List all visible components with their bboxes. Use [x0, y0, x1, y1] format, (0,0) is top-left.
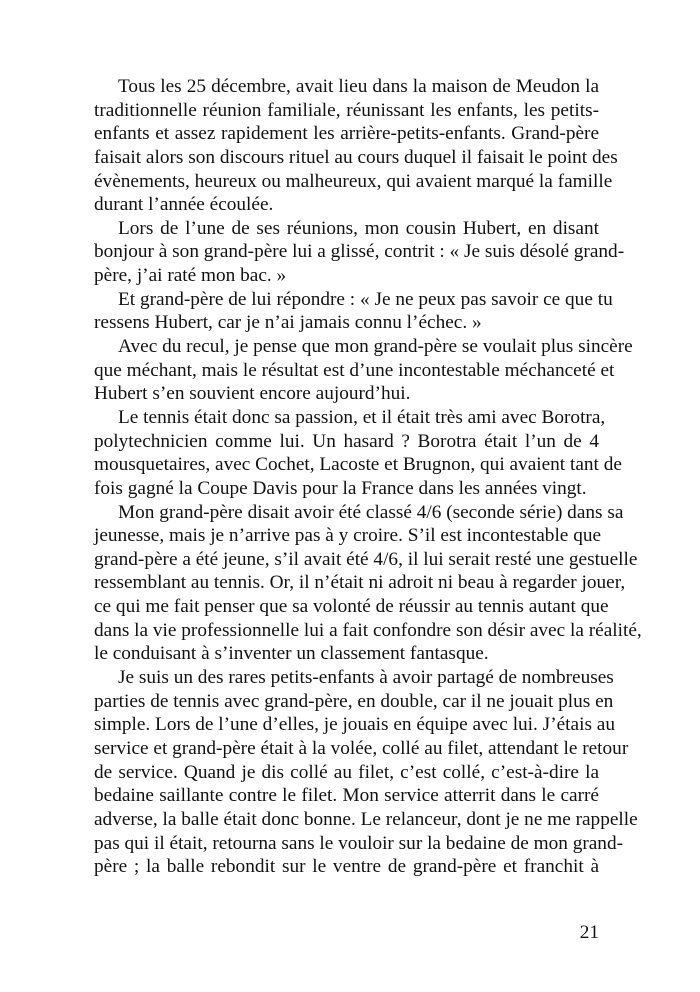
- paragraph: [94, 217, 625, 288]
- text-line: faisait alors son discours rituel au cours duquel il faisait le point des: [94, 146, 618, 168]
- text-line: bonjour à son grand-père lui a glissé, contrit : « Je suis désolé grand-: [94, 241, 625, 263]
- text-line: Hubert s’en souvient encore aujourd’hui.: [94, 383, 411, 405]
- text-line: grand-père a été jeune, s’il avait été 4/6, il lui serait resté une gestuelle: [94, 548, 638, 570]
- text-line: service et grand-père était à la volée, collé au filet, attendant le retour: [94, 737, 629, 759]
- text-line: parties de tennis avec grand-père, en double, car il ne jouait plus en: [94, 690, 614, 712]
- text-line: de service. Quand je dis collé au filet, c’est collé, c’est-à-dire la: [94, 761, 599, 783]
- text-line: Tous les 25 décembre, avait lieu dans la maison de Meudon la: [118, 76, 599, 97]
- text-line: mousquetaires, avec Cochet, Lacoste et Brugnon, qui avaient tant de: [94, 454, 622, 476]
- text-line: Lors de l’une de ses réunions, mon cousin Hubert, en disant: [118, 217, 599, 239]
- text-line: durant l’année écoulée.: [94, 194, 274, 216]
- paragraph: [94, 406, 622, 501]
- text-line: Je suis un des rares petits-enfants à avoir partagé de nombreuses: [118, 667, 614, 689]
- text-line: enfants et assez rapidement les arrière-petits-enfants. Grand-père: [94, 123, 599, 145]
- text-line: ressemblant au tennis. Or, il n’était ni adroit ni beau à regarder jouer,: [94, 572, 626, 594]
- text-line: ressens Hubert, car je n’ai jamais connu l’échec. »: [94, 312, 482, 334]
- text-line: père ; la balle rebondit sur le ventre de grand-père et franchit à: [94, 856, 599, 878]
- text-line: Le tennis était donc sa passion, et il était très ami avec Borotra,: [118, 406, 606, 428]
- paragraph: [94, 666, 638, 879]
- text-line: ce qui me fait penser que sa volonté de réussir au tennis autant que: [94, 596, 609, 618]
- text-line: père, j’ai raté mon bac. »: [94, 265, 287, 287]
- text-line: dans la vie professionnelle lui a fait confondre son désir avec la réalité,: [94, 619, 642, 641]
- paragraph: [94, 335, 633, 406]
- page-number: 21: [579, 922, 599, 943]
- text-line: jeunesse, mais je n’arrive pas à y croire. S’il est incontestable que: [94, 525, 602, 547]
- text-line: Avec du recul, je pense que mon grand-père se voulait plus sincère: [118, 336, 633, 358]
- text-line: bedaine saillante contre le filet. Mon service atterrit dans le carré: [94, 785, 599, 807]
- text-line: le conduisant à s’inventer un classement fantasque.: [94, 643, 489, 665]
- page-body-text: [94, 75, 642, 879]
- paragraph: [94, 75, 618, 217]
- text-line: simple. Lors de l’une d’elles, je jouais en équipe avec lui. J’étais au: [94, 714, 615, 736]
- paragraph: [94, 501, 642, 666]
- text-line: fois gagné la Coupe Davis pour la France dans les années vingt.: [94, 477, 587, 499]
- text-line: que méchant, mais le résultat est d’une incontestable méchanceté et: [94, 359, 615, 381]
- text-line: Mon grand-père disait avoir été classé 4/6 (seconde série) dans sa: [118, 501, 624, 523]
- text-line: évènements, heureux ou malheureux, qui avaient marqué la famille: [94, 170, 613, 192]
- text-line: traditionnelle réunion familiale, réunissant les enfants, les petits-: [94, 99, 599, 121]
- text-line: adverse, la balle était donc bonne. Le relanceur, dont je ne me rappelle: [94, 808, 638, 830]
- text-line: Et grand-père de lui répondre : « Je ne peux pas savoir ce que tu: [118, 288, 613, 310]
- paragraph: [94, 288, 613, 335]
- text-line: pas qui il était, retourna sans le vouloir sur la bedaine de mon grand-: [94, 832, 624, 854]
- text-line: polytechnicien comme lui. Un hasard ? Borotra était l’un de 4: [94, 430, 599, 452]
